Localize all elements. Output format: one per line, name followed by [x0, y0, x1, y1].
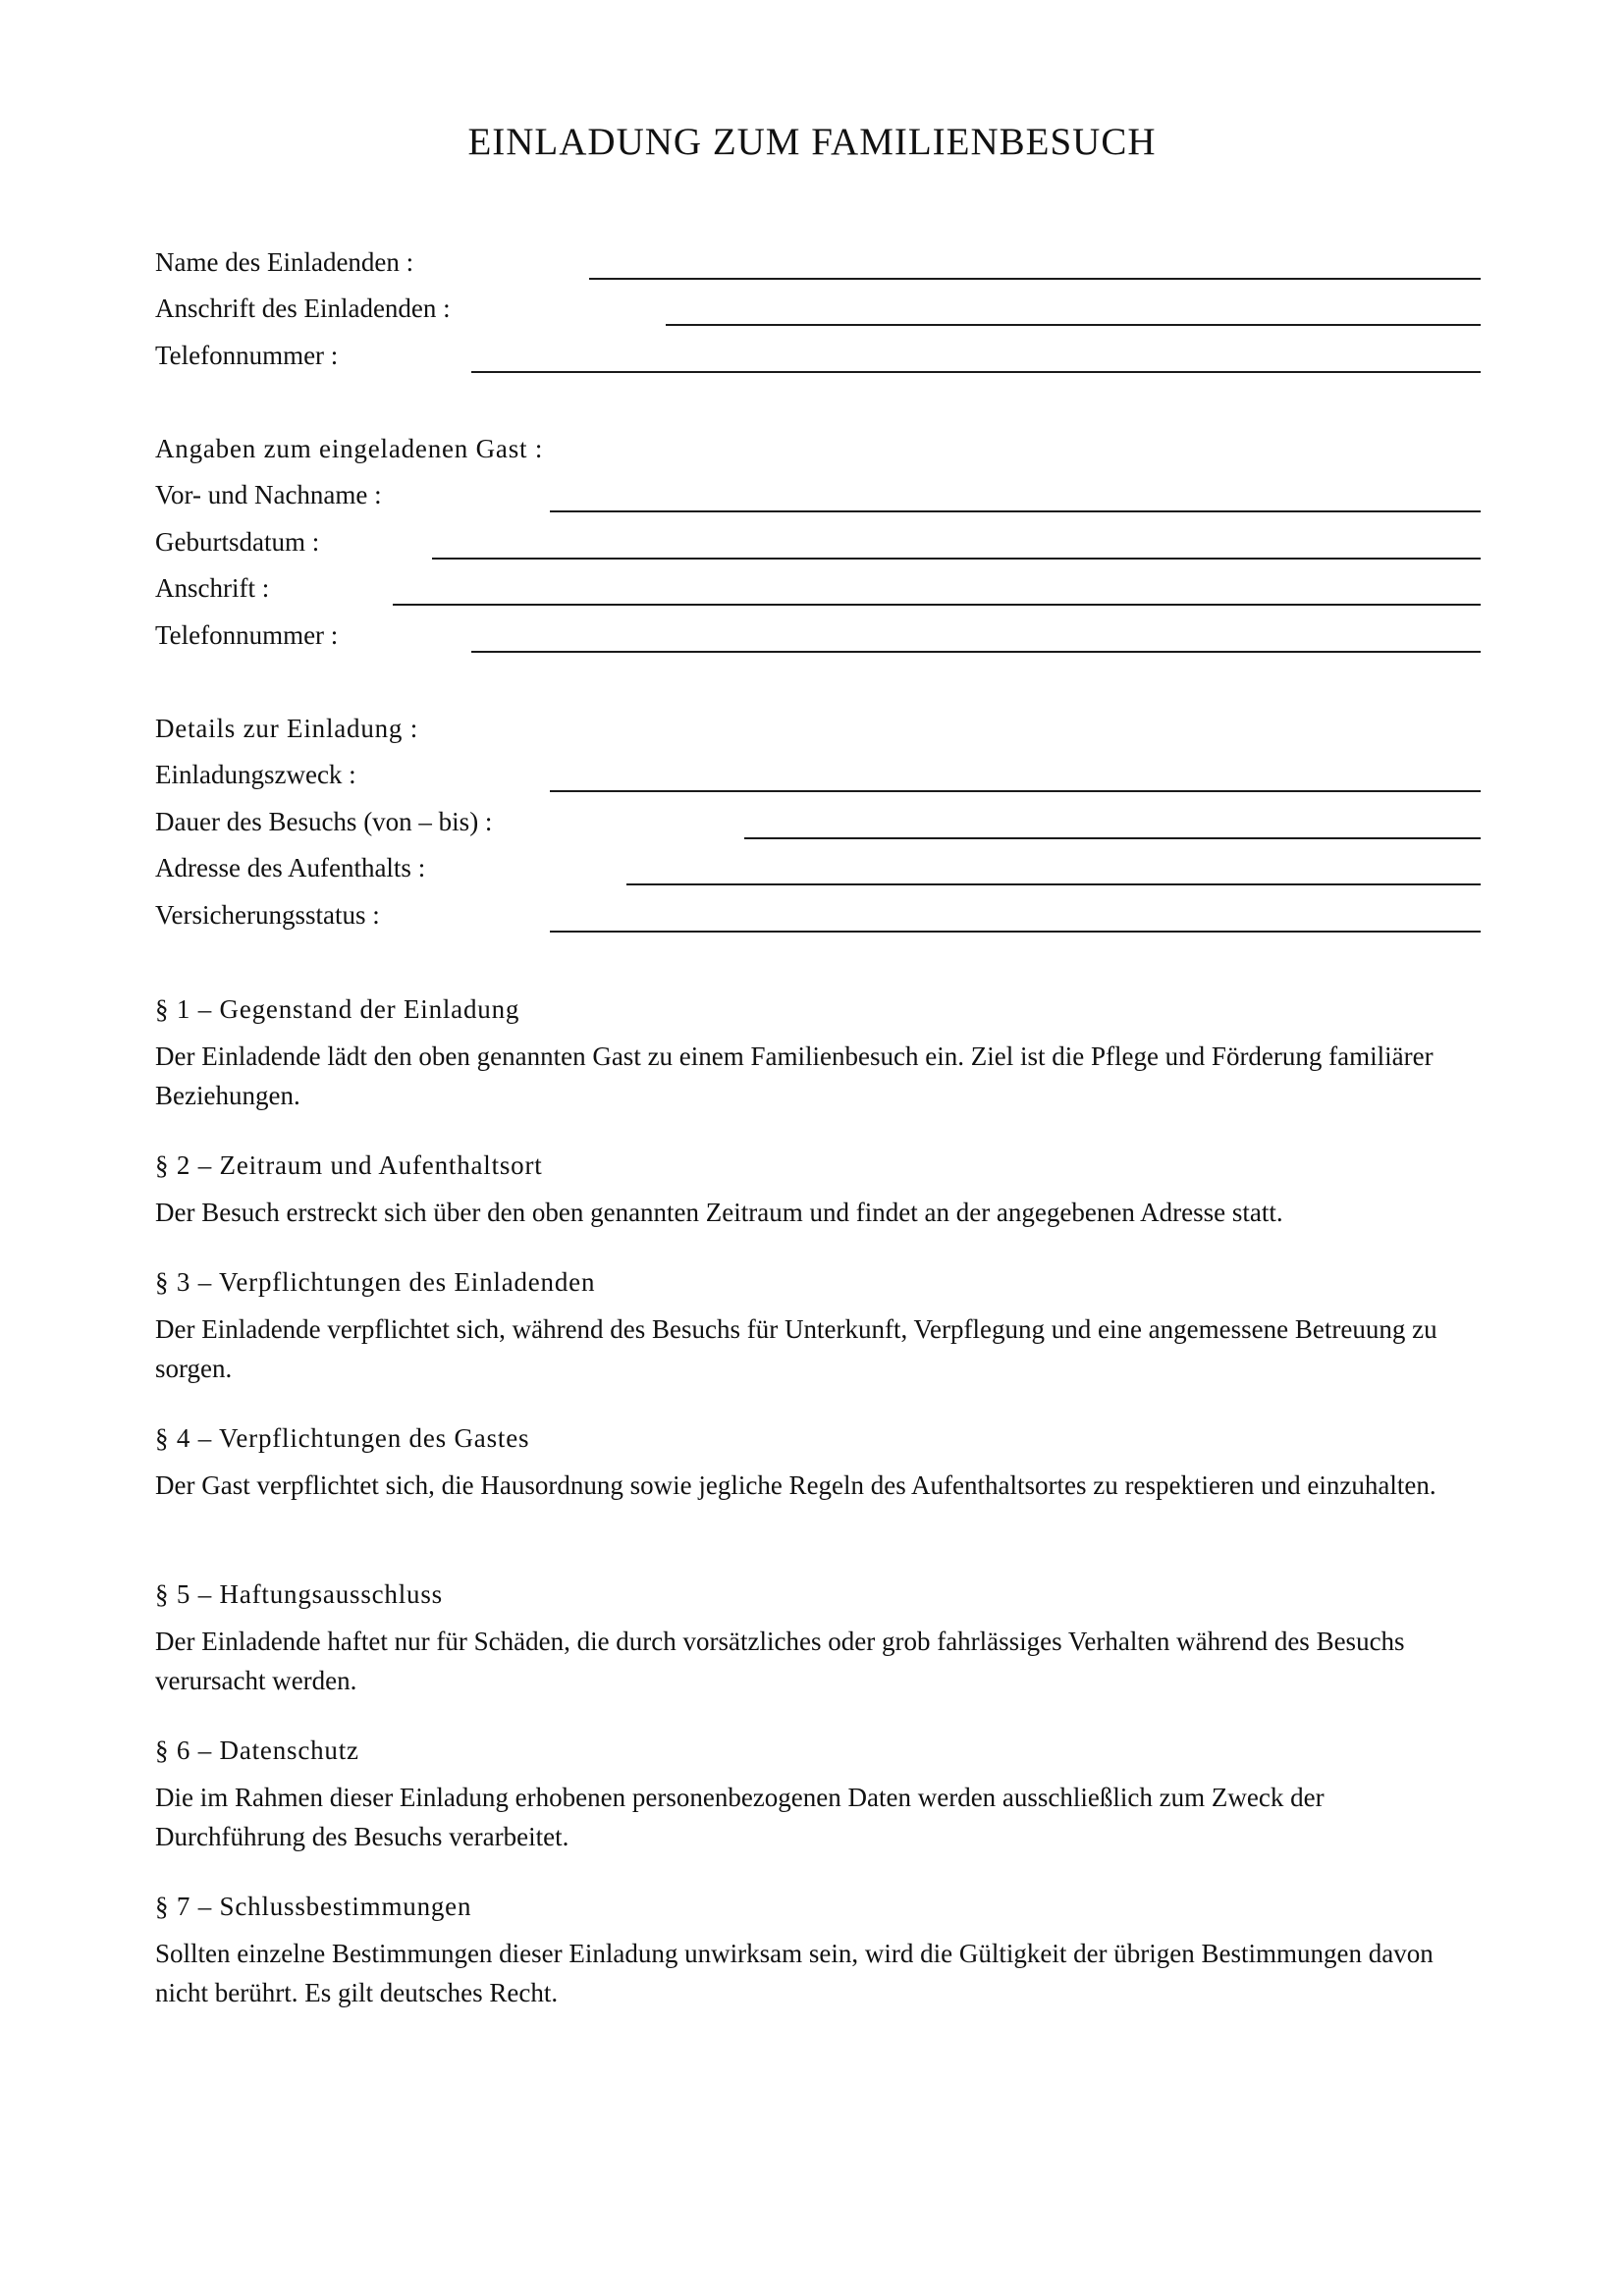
guest-address-field [155, 573, 1481, 620]
section-5-body: Der Einladende haftet nur für Schäden, die durch vorsätzliches oder grob fahrlässiges Verhalten während des Besuchs verursacht werden. [155, 1627, 1405, 1695]
guest-phone-line[interactable] [471, 651, 1481, 653]
section-1-body: Der Einladende lädt den oben genannten Gast zu einem Familienbesuch ein. Ziel ist die Pflege und Förderung familiärer Beziehungen. [155, 1041, 1434, 1110]
section-6-heading: § 6 – Datenschutz [155, 1735, 359, 1765]
section-1 [155, 994, 1481, 1115]
section-4-body: Der Gast verpflichtet sich, die Hausordnung sowie jegliche Regeln des Aufenthaltsortes zu respektieren und einzuhalten. [155, 1470, 1436, 1500]
host-name-line[interactable] [589, 278, 1481, 280]
section-7-heading: § 7 – Schlussbestimmungen [155, 1892, 472, 1921]
guest-birthdate-line[interactable] [432, 558, 1481, 560]
details-heading: Details zur Einladung : [155, 714, 419, 743]
section-6-body: Die im Rahmen dieser Einladung erhobenen personenbezogenen Daten werden ausschließlich zum Zweck der Durchführung des Besuchs verarbeitet. [155, 1783, 1325, 1851]
section-2-body: Der Besuch erstreckt sich über den oben genannten Zeitraum und findet an der angegebenen Adresse statt. [155, 1198, 1283, 1227]
section-1-heading: § 1 – Gegenstand der Einladung [155, 994, 520, 1024]
host-name-label: Name des Einladenden : [155, 247, 414, 277]
insurance-field [155, 900, 1481, 947]
duration-field [155, 807, 1481, 854]
host-address-line[interactable] [666, 324, 1481, 326]
host-phone-field [155, 341, 1481, 388]
guest-address-line[interactable] [393, 604, 1481, 606]
host-phone-line[interactable] [471, 371, 1481, 373]
section-5-heading: § 5 – Haftungsausschluss [155, 1579, 443, 1609]
insurance-line[interactable] [550, 931, 1481, 933]
purpose-line[interactable] [550, 790, 1481, 792]
guest-address-label: Anschrift : [155, 573, 270, 603]
guest-name-line[interactable] [550, 510, 1481, 512]
section-3-body: Der Einladende verpflichtet sich, während des Besuchs für Unterkunft, Verpflegung und eine angemessene Betreuung zu sorgen. [155, 1314, 1437, 1383]
section-7 [155, 1892, 1481, 2012]
host-name-field [155, 247, 1481, 294]
document-title: EINLADUNG ZUM FAMILIENBESUCH [467, 121, 1157, 163]
section-6 [155, 1735, 1481, 1856]
guest-birthdate-label: Geburtsdatum : [155, 527, 320, 557]
section-5 [155, 1579, 1481, 1700]
duration-label: Dauer des Besuchs (von – bis) : [155, 807, 493, 836]
insurance-label: Versicherungsstatus : [155, 900, 380, 930]
guest-birthdate-field [155, 527, 1481, 574]
duration-line[interactable] [744, 837, 1481, 839]
stay-address-line[interactable] [626, 883, 1481, 885]
host-phone-label: Telefonnummer : [155, 341, 339, 370]
section-3 [155, 1267, 1481, 1388]
purpose-label: Einladungszweck : [155, 760, 356, 789]
guest-name-field [155, 480, 1481, 527]
guest-phone-field [155, 620, 1481, 667]
section-3-heading: § 3 – Verpflichtungen des Einladenden [155, 1267, 596, 1297]
guest-phone-label: Telefonnummer : [155, 620, 339, 650]
section-4-heading: § 4 – Verpflichtungen des Gastes [155, 1423, 530, 1453]
section-4 [155, 1423, 1481, 1505]
guest-name-label: Vor- und Nachname : [155, 480, 382, 509]
guest-heading: Angaben zum eingeladenen Gast : [155, 434, 544, 463]
purpose-field [155, 760, 1481, 807]
section-2-heading: § 2 – Zeitraum und Aufenthaltsort [155, 1150, 543, 1180]
section-7-body: Sollten einzelne Bestimmungen dieser Einladung unwirksam sein, wird die Gültigkeit der übrigen Bestimmungen davon nicht berührt. Es gilt deutsches Recht. [155, 1939, 1434, 2007]
section-2 [155, 1150, 1481, 1232]
host-address-field [155, 294, 1481, 341]
stay-address-label: Adresse des Aufenthalts : [155, 853, 426, 882]
stay-address-field [155, 853, 1481, 900]
host-address-label: Anschrift des Einladenden : [155, 294, 451, 323]
